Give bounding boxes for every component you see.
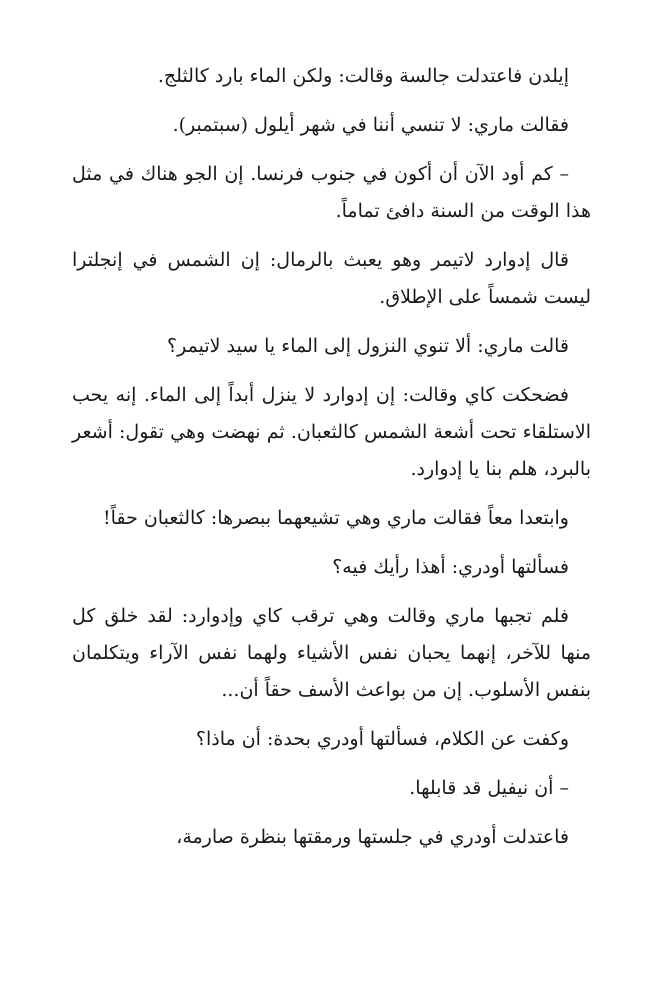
page-text xyxy=(72,58,591,868)
paragraph-8: فسألتها أودري: أهذا رأيك فيه؟ xyxy=(332,556,569,578)
paragraph-6: فضحكت كاي وقالت: إن إدوارد لا ينزل أبداً إلى الماء. إنه يحب الاستلقاء تحت أشعة الشمس كالثعبان. ثم نهضت وهي تقول: أشعر بالبرد، هلم بنا يا إدوارد. xyxy=(72,384,591,480)
paragraph-11: – أن نيفيل قد قابلها. xyxy=(409,777,569,799)
paragraph-1: إيلدن فاعتدلت جالسة وقالت: ولكن الماء بارد كالثلج. xyxy=(157,65,569,87)
paragraph-10: وكفت عن الكلام، فسألتها أودري بحدة: أن ماذا؟ xyxy=(195,728,569,750)
paragraph-9: فلم تجبها ماري وقالت وهي ترقب كاي وإدوارد: لقد خلق كل منها للآخر، إنهما يحبان نفس الأشياء ولهما نفس الآراء ويتكلمان بنفس الأسلوب. إن من بواعث الأسف حقاً أن... xyxy=(72,605,591,701)
paragraph-2: فقالت ماري: لا تنسي أننا في شهر أيلول (سبتمبر). xyxy=(172,114,569,136)
paragraph-7: وابتعدا معاً فقالت ماري وهي تشيعهما ببصرها: كالثعبان حقاً! xyxy=(103,507,569,529)
paragraph-3: – كم أود الآن أن أكون في جنوب فرنسا. إن الجو هناك في مثل هذا الوقت من السنة دافئ تماماً. xyxy=(72,163,591,222)
paragraph-5: قالت ماري: ألا تنوي النزول إلى الماء يا سيد لاتيمر؟ xyxy=(167,335,569,357)
paragraph-12: فاعتدلت أودري في جلستها ورمقتها بنظرة صارمة، xyxy=(176,826,569,848)
paragraph-4: قال إدوارد لاتيمر وهو يعبث بالرمال: إن الشمس في إنجلترا ليست شمساً على الإطلاق. xyxy=(72,249,591,308)
